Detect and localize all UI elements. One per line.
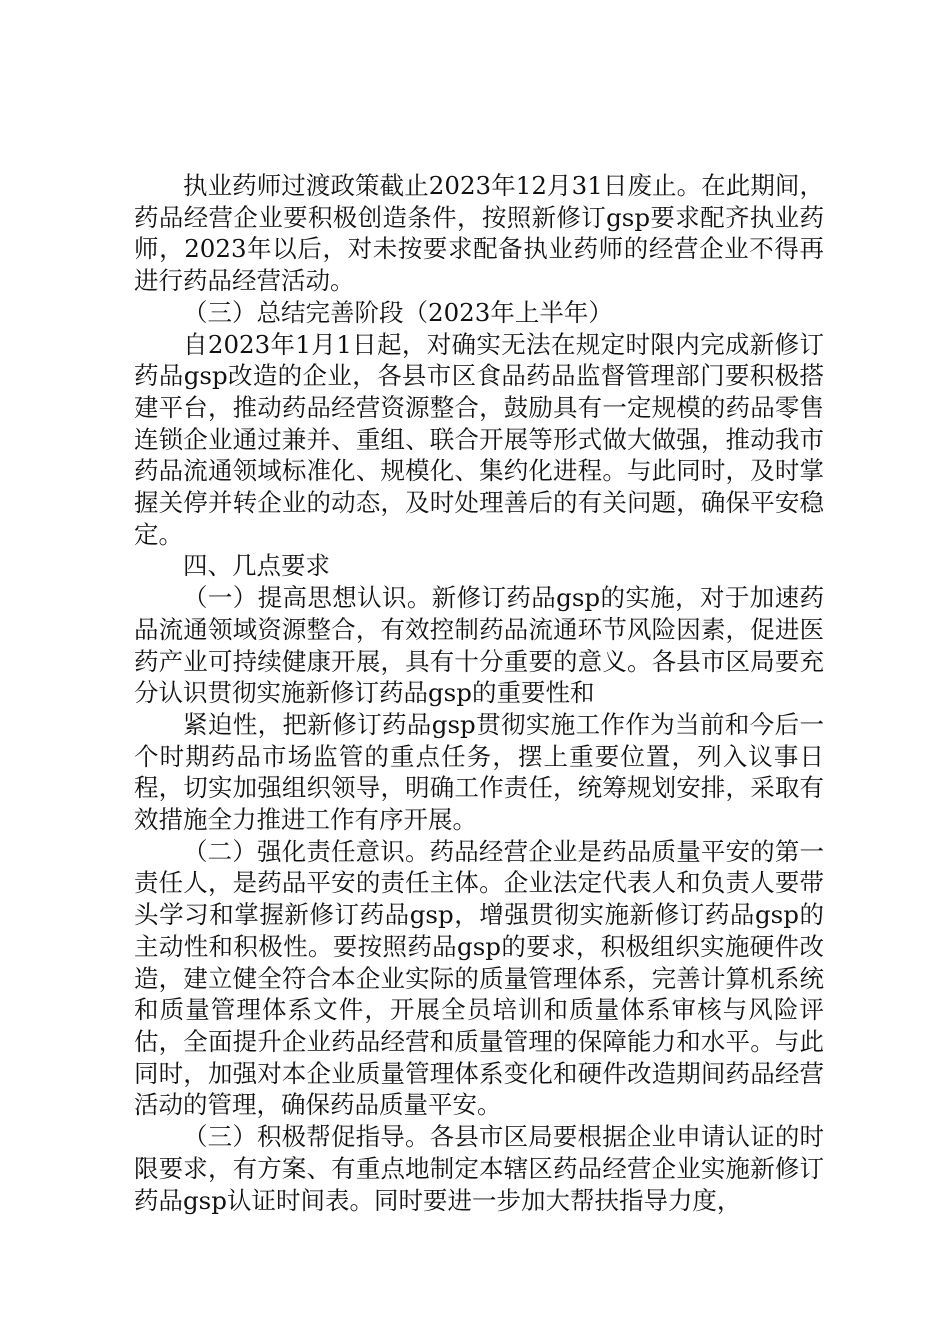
section-heading-summary-stage: （三）总结完善阶段（2023年上半年）	[183, 297, 613, 327]
paragraph-pharmacist-transition: 执业药师过渡政策截止2023年12月31日废止。在此期间，药品经营企业要积极创造条件，按照新修订gsp要求配齐执业药师，2023年以后，对未按要求配备执业药师的经营企业不得再进行药品经营活动。	[134, 171, 824, 296]
paragraph-guidance: （三）积极帮促指导。各县市区局要根据企业申请认证的时限要求，有方案、有重点地制定本辖区药品经营企业实施新修订药品gsp认证时间表。同时要进一步加大帮扶指导力度，	[134, 1122, 824, 1215]
section-heading-requirements: 四、几点要求	[183, 551, 330, 581]
paragraph-responsibility: （二）强化责任意识。药品经营企业是药品质量平安的第一责任人，是药品平安的责任主体。企业法定代表人和负责人要带头学习和掌握新修订药品gsp，增强贯彻实施新修订药品gsp的主动性和积极性。要按照药品gsp的要求，积极组织实施硬件改造，建立健全符合本企业实际的质量管理体系，完善计算机系统和质量管理体系文件，开展全员培训和质量体系审核与风险评估，全面提升企业药品经营和质量管理的保障能力和水平。与此同时，加强对本企业质量管理体系变化和硬件改造期间药品经营活动的管理，确保药品质量平安。	[134, 836, 824, 1120]
paragraph-resource-integration: 自2023年1月1日起，对确实无法在规定时限内完成新修订药品gsp改造的企业，各县市区食品药品监督管理部门要积极搭建平台，推动药品经营资源整合，鼓励具有一定规模的药品零售连锁企业通过兼并、重组、联合开展等形式做大做强，推动我市药品流通领域标准化、规模化、集约化进程。与此同时，及时掌握关停并转企业的动态，及时处理善后的有关问题，确保平安稳定。	[134, 329, 824, 549]
paragraph-raise-awareness: （一）提高思想认识。新修订药品gsp的实施，对于加速药品流通领域资源整合，有效控制药品流通环节风险因素，促进医药产业可持续健康开展，具有十分重要的意义。各县市区局要充分认识贯彻实施新修订药品gsp的重要性和	[134, 583, 824, 708]
paragraph-urgency: 紧迫性，把新修订药品gsp贯彻实施工作作为当前和今后一个时期药品市场监管的重点任务，摆上重要位置，列入议事日程，切实加强组织领导，明确工作责任，统筹规划安排，采取有效措施全力推进工作有序开展。	[134, 709, 824, 835]
document-body	[134, 170, 824, 1216]
